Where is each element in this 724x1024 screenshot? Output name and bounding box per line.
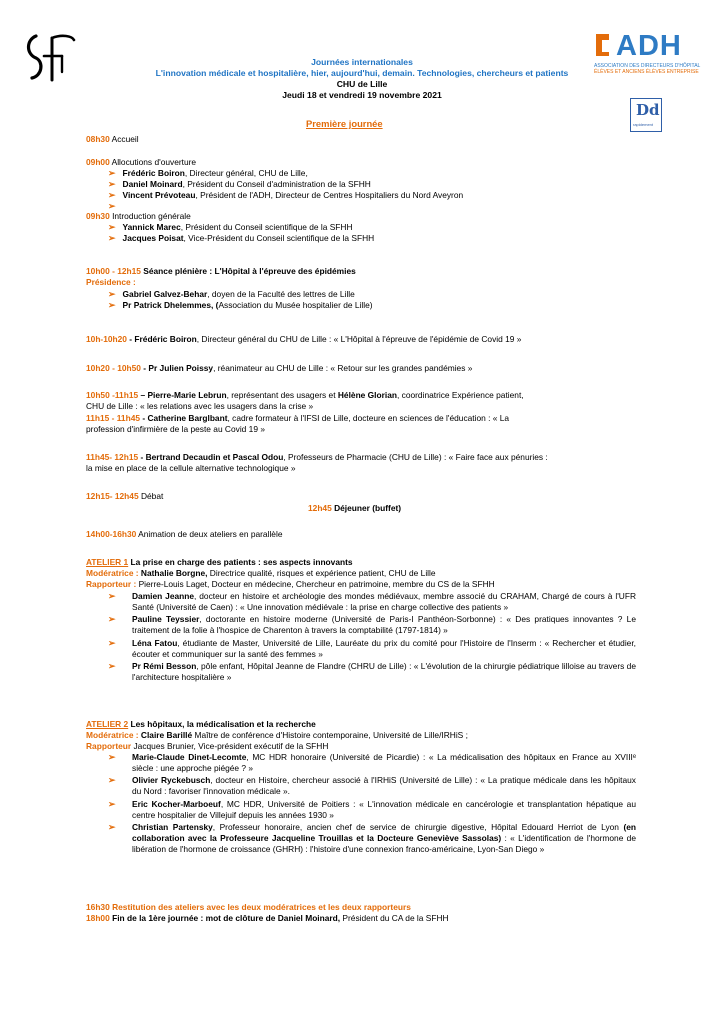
agenda-text-2: Président du CA de la SFHH (340, 913, 449, 923)
presidence-label: Présidence : (86, 277, 136, 287)
adh-logo-subtitle-2: ÉLÈVES ET ANCIENS ÉLÈVES ENTREPRISE (594, 69, 699, 75)
speaker-name: Christian Partensky (132, 822, 213, 833)
list-item (108, 822, 636, 854)
speaker-name: Pr Rémi Besson (132, 661, 197, 672)
speaker-role: , doyen de la Faculté des lettres de Lille (207, 289, 355, 299)
agenda-text: Déjeuner (buffet) (331, 503, 402, 513)
dd-badge-sub: rapidement (633, 122, 654, 127)
dd-badge-text: Dd (636, 101, 660, 119)
role-label: Modératrice : (86, 730, 139, 740)
person-role: Maître de conférence d'Histoire contemporaine, Université de Lille/IRHiS ; (192, 730, 468, 740)
role-label: Rapporteur (86, 741, 132, 751)
talk-3 (86, 390, 524, 401)
speaker-name: - Pr Julien Poissy (140, 363, 214, 373)
speaker-role: , Directeur général, CHU de Lille, (184, 168, 308, 178)
time-label: 10h00 - 12h15 (86, 266, 141, 276)
speaker-text: , étudiante de Master, Université de Lille, Lauréate du prix du comité pour l'Histoire de l'Inserm : « Rechercher et étudier, écouter et communiquer sur la santé des femmes » (132, 637, 636, 659)
arrow-bullet-icon: ➢ (108, 775, 116, 786)
time-label: 11h15 - 11h45 (86, 413, 141, 423)
arrow-bullet-icon: ➢ (108, 591, 116, 601)
agenda-text: Introduction générale (109, 211, 191, 221)
speaker-role: , Président du Conseil scientifique de la SFHH (180, 222, 353, 232)
speaker-text: , docteur en Histoire, chercheur associé à l'IRHiS (Université de Lille) : « La pratique médicale dans les hôpitaux du Nord : favoriser l'innovation médicale ». (132, 775, 636, 797)
speaker-name: Frédéric Boiron (122, 168, 185, 178)
speaker-text: , MC HDR honoraire (Université de Picardie) : « La médicalisation des hôpitaux en France au XVIIIᵉ siècle : une approche piégée ? » (132, 752, 636, 773)
speaker-name: Vincent Prévoteau (122, 190, 196, 200)
atelier-title: Les hôpitaux, la médicalisation et la recherche (128, 719, 316, 729)
talk-text-2: , coordinatrice Expérience patient, (396, 390, 524, 400)
arrow-bullet-icon: ➢ (108, 289, 116, 299)
agenda-dejeuner (308, 503, 401, 514)
talk-5-line2: la mise en place de la cellule alternative technologique » (86, 463, 296, 473)
agenda-debat (86, 491, 163, 502)
speaker-item (108, 289, 355, 300)
arrow-bullet-icon: ➢ (108, 168, 116, 178)
speaker-text: , docteur en histoire et archéologie des mondes médiévaux, membre associé du CRAHAM, Chargé de cours à l'UFR Santé (Université de Caen) : « Une innovation médiévale : la prise en charge collective des patients » (132, 591, 636, 612)
agenda-intro (86, 211, 191, 222)
atelier-2-list (108, 752, 636, 854)
arrow-bullet-icon: ➢ (108, 190, 116, 200)
speaker-name: Marie-Claude Dinet-Lecomte (132, 752, 247, 762)
atelier-1-rapporteur (86, 579, 495, 590)
speaker-name: - Bertrand Decaudin et Pascal Odou (138, 452, 284, 462)
time-label: 09h00 (86, 157, 110, 167)
atelier-title: La prise en charge des patients : ses aspects innovants (128, 557, 353, 567)
speaker-name-2: Hélène Glorian (337, 390, 397, 400)
list-item (108, 752, 636, 773)
agenda-text: Accueil (109, 134, 139, 144)
talk-1 (86, 334, 521, 345)
agenda-ateliers (86, 529, 283, 540)
speaker-text: , Professeur honoraire, ancien chef de service de chirurgie digestive, Hôpital Edouard Herriot de Lyon (212, 822, 624, 833)
talk-text: , Professeurs de Pharmacie (CHU de Lille) : « Faire face aux pénuries : (283, 452, 548, 462)
day-title: Première journée (306, 118, 383, 129)
speaker-role: , Président du Conseil d'administration de la SFHH (182, 179, 371, 189)
list-item (108, 775, 636, 796)
agenda-allocutions (86, 157, 196, 168)
talk-text: , réanimateur au CHU de Lille : « Retour sur les grandes pandémies » (213, 363, 473, 373)
speaker-name: Eric Kocher-Marboeuf (132, 798, 221, 809)
person-text: Jacques Brunier, Vice-président exécutif de la SFHH (131, 741, 329, 751)
event-venue: CHU de Lille (336, 79, 388, 89)
speaker-role: Association du Musée hospitalier de Lille) (218, 300, 373, 310)
person-text: Pierre-Louis Laget, Docteur en médecine, Chercheur en patrimoine, membre du CS de la SFHH (136, 579, 495, 589)
atelier-1-moderatrice (86, 568, 436, 579)
talk-text: , Directeur général du CHU de Lille : « L'Hôpital à l'épreuve de l'épidémie de Covid 19 » (196, 334, 522, 344)
atelier-label: ATELIER 2 (86, 719, 129, 729)
time-label: 09h30 (86, 211, 110, 221)
list-item (108, 638, 636, 659)
arrow-bullet-icon: ➢ (108, 752, 116, 762)
sfhh-monogram-icon (22, 30, 78, 84)
time-label: 10h-10h20 (86, 334, 127, 344)
role-label: Modératrice : (86, 568, 139, 578)
talk-2 (86, 363, 472, 374)
collaboration-note: (en collaboration avec la Professeure Jacqueline Trouillas et la Docteure Geneviève Sassolas) (132, 822, 636, 843)
speaker-name: Damien Jeanne (132, 591, 195, 601)
speaker-name: Jacques Poisat (122, 233, 184, 243)
talk-3-line2: CHU de Lille : « les relations avec les usagers dans la crise » (86, 401, 314, 411)
speaker-name: Pr Patrick Dhelemmes, ( (122, 300, 219, 310)
arrow-bullet-icon: ➢ (108, 300, 116, 310)
time-label: 11h45- 12h15 (86, 452, 139, 462)
speaker-item (108, 233, 374, 244)
speaker-item (108, 190, 463, 201)
event-series: Journées internationales (311, 57, 413, 67)
person-name: Claire Barillé (138, 730, 193, 740)
sfhh-logo (22, 30, 78, 84)
adh-logo-text: ADH (616, 30, 682, 62)
atelier-1-list (108, 591, 636, 683)
speaker-text: , pôle enfant, Hôpital Jeanne de Flandre (CHRU de Lille) : « L'évolution de la chirurgie pédiatrique lilloise au travers de l'architecture hospitalière » (132, 661, 636, 682)
speaker-name: Olivier Ryckebusch (132, 775, 211, 786)
person-role: Directrice qualité, risques et expérience patient, CHU de Lille (207, 568, 436, 578)
speaker-item (108, 179, 371, 190)
arrow-bullet-icon: ➢ (108, 637, 116, 648)
arrow-bullet-icon: ➢ (108, 179, 116, 189)
talk-5 (86, 452, 548, 463)
time-label: 12h15- 12h45 (86, 491, 139, 501)
role-label: Rapporteur : (86, 579, 137, 589)
event-title: L'innovation médicale et hospitalière, hier, aujourd'hui, demain. Technologies, chercheurs et patients (155, 68, 569, 78)
list-item (108, 591, 636, 612)
list-item (108, 661, 636, 682)
speaker-name: Léna Fatou (132, 637, 178, 648)
agenda-text: Animation de deux ateliers en parallèle (136, 529, 283, 539)
time-label: 10h20 - 10h50 (86, 363, 141, 373)
speaker-name: - Catherine Barglbant (140, 413, 228, 423)
agenda-pleniere (86, 266, 356, 277)
arrow-bullet-icon: ➢ (108, 798, 116, 809)
time-label: 14h00-16h30 (86, 529, 137, 539)
arrow-bullet-icon: ➢ (108, 661, 116, 672)
talk-4 (86, 413, 509, 424)
session-title: Séance plénière : L'Hôpital à l'épreuve des épidémies (140, 266, 356, 276)
atelier-2-rapporteur (86, 741, 328, 752)
arrow-bullet-icon: ➢ (108, 222, 116, 232)
list-item (108, 614, 636, 635)
arrow-bullet-icon: ➢ (108, 822, 116, 833)
person-name: Nathalie Borgne, (138, 568, 208, 578)
speaker-item (108, 300, 373, 311)
agenda-text: Allocutions d'ouverture (109, 157, 197, 167)
speaker-item (108, 168, 308, 179)
speaker-role: , Président de l'ADH, Directeur de Centres Hospitaliers du Nord Aveyron (195, 190, 464, 200)
agenda-text: Restitution des ateliers avec les deux modératrices et les deux rapporteurs (109, 902, 411, 912)
atelier-label: ATELIER 1 (86, 557, 129, 567)
speaker-name: - Frédéric Boiron (126, 334, 197, 344)
adh-logo-mark-cut (602, 40, 614, 52)
agenda-accueil (86, 134, 139, 145)
time-label: 08h30 (86, 134, 110, 144)
speaker-name: Yannick Marec (122, 222, 181, 232)
time-label: 16h30 (86, 902, 110, 912)
speaker-text: , MC HDR, Université de Poitiers : « L'innovation médicale en cancérologie et transplantation hépatique au centre hospitalier de Villejuif depuis les années 1930 » (132, 798, 636, 820)
agenda-text: Débat (138, 491, 164, 501)
adh-logo (594, 32, 706, 80)
arrow-bullet-icon: ➢ (108, 614, 116, 625)
list-item (108, 799, 636, 820)
dd-badge (630, 98, 662, 132)
speaker-text: , doctorante en histoire moderne (Université de Paris-I Panthéon-Sorbonne) : « Des pratiques innovantes ? Le traitement de la folie à l'hospice de Charenton à travers la comptabilité (1797-1814) » (132, 614, 637, 636)
agenda-text: Fin de la 1ère journée : mot de clôture de Daniel Moinard, (109, 913, 341, 923)
event-dates: Jeudi 18 et vendredi 19 novembre 2021 (282, 90, 442, 100)
speaker-name: – Pierre-Marie Lebrun (138, 390, 227, 400)
atelier-2-heading (86, 719, 316, 730)
speaker-name: Pauline Teyssier (132, 614, 200, 625)
talk-text: , cadre formateur à l'IFSI de Lille, docteure en sciences de l'éducation : « La (227, 413, 510, 423)
arrow-bullet-icon: ➢ (108, 233, 116, 243)
speaker-item (108, 222, 353, 233)
speaker-name: Daniel Moinard (122, 179, 183, 189)
talk-text: , représentant des usagers et (226, 390, 338, 400)
arrow-bullet-icon: ➢ (108, 201, 116, 211)
talk-4-line2: profession d'infirmière de la peste au Covid 19 » (86, 424, 265, 434)
time-label: 18h00 (86, 913, 110, 923)
atelier-1-heading (86, 557, 353, 568)
agenda-restitution (86, 902, 411, 913)
adh-logo-subtitle-1: ASSOCIATION DES DIRECTEURS D'HÔPITAL (594, 63, 701, 69)
agenda-cloture (86, 913, 449, 924)
time-label: 10h50 -11h15 (86, 390, 139, 400)
speaker-text-2: : « L'identification de l'hormone de libération de l'hormone de croissance (GHRH) : l'histoire d'une connexion franco-américaine, Lyon-San Diego » (132, 832, 636, 854)
time-label: 12h45 (308, 503, 332, 513)
speaker-name: Gabriel Galvez-Behar (122, 289, 208, 299)
speaker-role: , Vice-Président du Conseil scientifique de la SFHH (183, 233, 375, 243)
atelier-2-moderatrice (86, 730, 468, 741)
